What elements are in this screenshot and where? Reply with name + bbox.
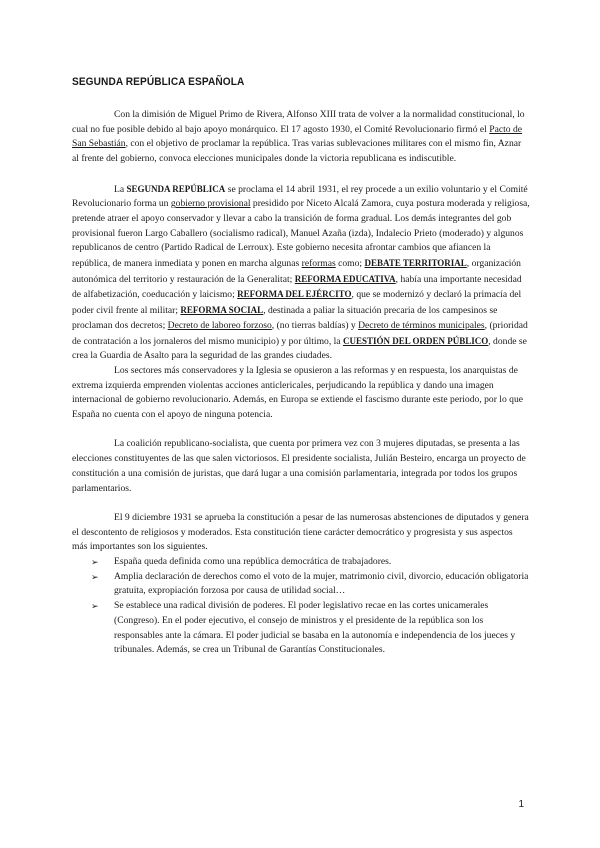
gobierno-provisional-term: gobierno provisional	[170, 198, 251, 210]
reforma-social-term: REFORMA SOCIAL	[180, 305, 264, 316]
arrow-bullet-icon: ➢	[91, 557, 99, 568]
decreto-terminos-term: Decreto de términos municipales	[358, 319, 485, 331]
orden-publico-term: CUESTIÓN DEL ORDEN PÚBLICO	[342, 335, 489, 346]
text-span: , que se modernizó y declaró la primacía del poder civil frente al militar;	[72, 289, 522, 317]
reforma-educativa-term: REFORMA EDUCATIVA	[294, 273, 396, 284]
text-span: , (prioridad de contratación a los jornaleros del mismo municipio) y por último, la	[72, 319, 528, 347]
text-span: Con la dimisión de Miguel Primo de Rivera, Alfonso XIII trata de volver a la normalidad constitucional, lo cual no fue posible debido al bajo apoyo monárquico. El 17 agosto 1930, el Comité Revolucionario firmó el	[72, 109, 525, 135]
text-span: , destinada a paliar la situación precaria de los campesinos se proclaman dos decretos;	[72, 305, 498, 331]
text-span: , había una importante necesidad de alfabetización, coeducación y laicismo;	[72, 273, 522, 301]
paragraph-4: La coalición republicano-socialista, que cuenta por primera vez con 3 mujeres diputadas, se presenta a las elecciones constituyentes de las que salen victoriosos. El presidente socialista, Julián Besteiro, encarga un proyecto de constitución a una comisión de juristas, que dará lugar a una comisión parlamentaria, integrada por todos los grupos parlamentarios.	[72, 438, 526, 494]
paragraph-2	[72, 182, 530, 364]
constitution-aspects-list	[72, 555, 530, 658]
paragraph-3: Los sectores más conservadores y la Iglesia se opusieron a las reformas y en respuesta, los anarquistas de extrema izquierda emprenden violentas acciones anticlericales, perjudicando la república y dando una imagen internacional de gobierno revolucionario. Además, en Europa se extiende el fascismo durante este periodo, por lo que España no cuenta con el apoyo de ninguna potencia.	[72, 364, 524, 421]
list-item	[72, 555, 530, 570]
list-item-text: Se establece una radical división de poderes. El poder legislativo recae en las cortes unicamerales (Congreso). En el poder ejecutivo, el consejo de ministros y el presidente de la república son los responsables ante la cámara. El poder judicial se basaba en la autonomía e independencia de los jueces y tribunales. Además, se crea un Tribunal de Garantías Constitucionales.	[114, 600, 516, 656]
paragraph-1	[72, 108, 530, 167]
text-span: presidido por Niceto Alcalá Zamora, cuya postura moderada y religiosa, pretende atraer el apoyo conservador y llevar a cabo la transición de forma gradual. Los demás integrantes del gob provisional fueron Largo Caballero (socialismo radical), Manuel Azaña (izda), Indalecio Prieto (moderado) y algunos republicanos de centro (Partido Radical de Lerroux). Este gobierno necesita afrontar cambios que afiancen la república, de manera inmediata y ponen en marcha algunas	[72, 198, 530, 270]
text-span: como;	[335, 258, 365, 270]
text-span: La	[114, 183, 127, 195]
debate-territorial-term: DEBATE TERRITORIAL	[364, 258, 467, 269]
arrow-bullet-icon: ➢	[91, 601, 99, 612]
text-span: , con el objetivo de proclamar la república. Tras varias sublevaciones militares con el mismo fin, Aznar al frente del gobierno, convoca elecciones municipales donde la victoria republicana es indiscutible.	[72, 138, 522, 165]
text-span: se proclama el 14 abril 1931, el rey procede a un exilio voluntario y el Comité Revolucionario forma un	[72, 183, 528, 210]
list-item	[72, 599, 530, 658]
document-title: SEGUNDA REPÚBLICA ESPAÑOLA	[72, 76, 245, 88]
segunda-republica-term: SEGUNDA REPÚBLICA	[126, 183, 226, 194]
text-span: , (no tierras baldías) y	[271, 319, 359, 331]
document-body	[72, 108, 530, 658]
reformas-term: reformas	[301, 258, 336, 270]
page-number: 1	[518, 799, 524, 810]
decreto-laboreo-term: Decreto de laboreo forzoso	[167, 319, 272, 331]
text-span: , donde se crea la Guardia de Asalto para la seguridad de las grandes ciudades.	[72, 335, 527, 362]
list-item-text: España queda definida como una república democrática de trabajadores.	[114, 556, 392, 568]
list-item-text: Amplia declaración de derechos como el voto de la mujer, matrimonio civil, divorcio, educación obligatoria gratuita, expropiación forzosa por causa de utilidad social…	[114, 570, 529, 597]
text-span: , organización autonómica del territorio y restauración de la Generalitat;	[72, 258, 521, 285]
arrow-bullet-icon: ➢	[91, 571, 99, 582]
paragraph-5: El 9 diciembre 1931 se aprueba la constitución a pesar de las numerosas abstenciones de diputados y genera el descontento de religiosos y moderados. Esta constitución tiene carácter democrático y progresista y sus aspectos más importantes son los siguientes.	[72, 511, 529, 553]
list-item	[72, 570, 530, 599]
pacto-san-sebastian-term: Pacto de San Sebastián	[72, 123, 523, 150]
reforma-ejercito-term: REFORMA DEL EJÉRCITO	[237, 289, 352, 300]
